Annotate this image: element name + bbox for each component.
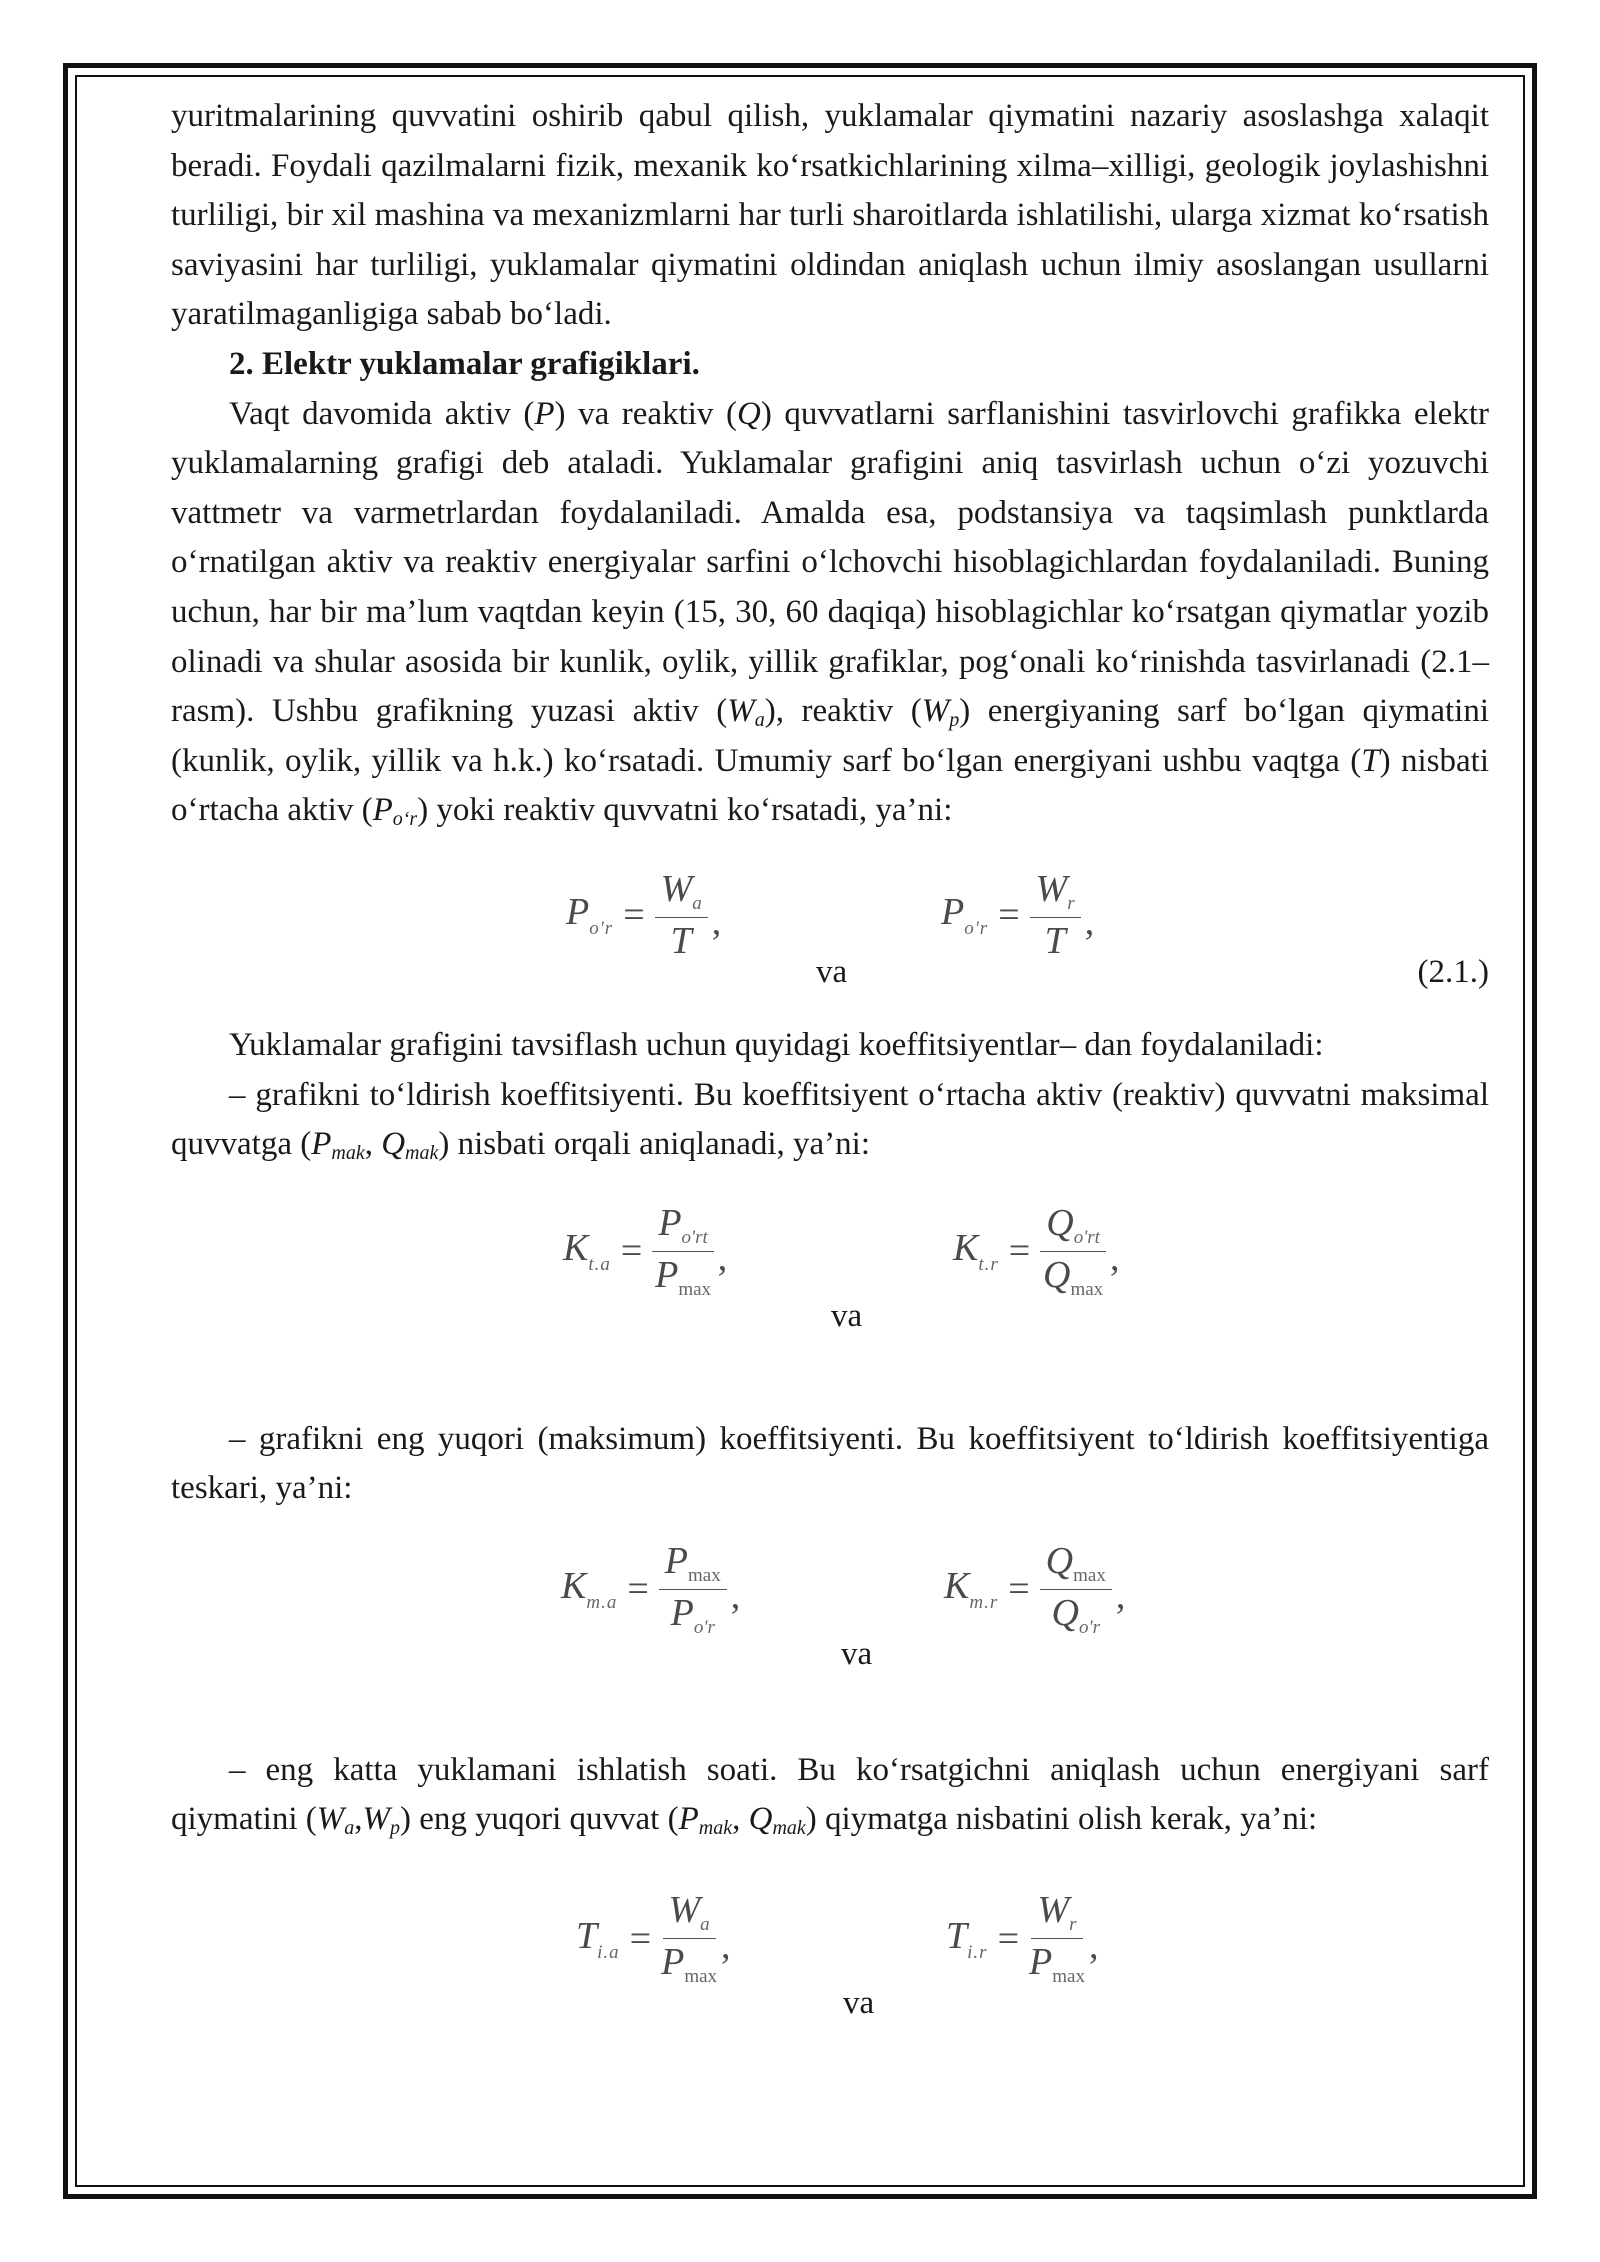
formula-max-factor — [171, 1514, 1489, 1746]
formula-usage-active: $T_{i.a}$ = $\frac{W_a}{P_{max}}$ , — [576, 1889, 731, 1988]
paragraph-max-factor: – grafikni eng yuqori (maksimum) koeffitsiyenti. Bu koeffitsiyent to‘ldirish koeffitsiyentiga teskari, ya’ni: — [171, 1420, 1489, 1507]
formula-usage-reactive: $T_{i.r}$ = $\frac{W_r}{P_{max}}$ , — [946, 1889, 1099, 1988]
equation-number: (2.1.) — [1417, 953, 1489, 990]
connector-va: va — [816, 953, 848, 990]
formula-fill-reactive: $K_{t.r}$ = $\frac{Q_{o'rt}}{Q_{max}}$ , — [953, 1201, 1120, 1300]
document-body — [171, 92, 1489, 2045]
paragraph-usage-hours: – eng katta yuklamani ishlatish soati. Bu ko‘rsatgichni aniqlash uchun energiyani sarf qiymatini $(W_a,W_p)$ eng yuqori quvvat ($P_{mak}$, $Q_{mak}$) qiymatga nisbatini olish kerak, ya’ni: — [171, 1751, 1489, 1840]
formula-fill-active: $K_{t.a}$ = $\frac{P_{o'rt}}{P_{max}}$ , — [563, 1201, 728, 1300]
formula-max-active: $K_{m.a}$ = $\frac{P_{max}}{P_{o'r}}$ , — [561, 1539, 741, 1638]
formula-max-reactive: $K_{m.r}$ = $\frac{Q_{max}}{Q_{o'r}}$ , — [944, 1539, 1126, 1638]
connector-va: va — [831, 1297, 863, 1334]
paragraph-fill-factor: – grafikni to‘ldirish koeffitsiyenti. Bu koeffitsiyent o‘rtacha aktiv (reaktiv) quvvatni maksimal quvvatga ($P_{mak}$, $Q_{mak}$) nisbati orqali aniqlanadi, ya’ni: — [171, 1076, 1489, 1165]
formula-2-1 — [171, 836, 1489, 1021]
paragraph-definition: Vaqt davomida aktiv (P) va reaktiv (Q) quvvatlarni sarflanishini tasvirlovchi grafikka elektr yuklamalarning grafigi deb ataladi. Yuklamalar grafigini aniq tasvirlash uchun o‘zi yozuvchi vattmetr va varmetrlardan foydalaniladi. Amalda esa, podstansiya va taqsimlash punktlarda o‘rnatilgan aktiv va reaktiv energiyalar sarfini o‘lchovchi hisoblagichlardan foydalaniladi. Buning uchun, har bir ma’lum vaqtdan keyin (15, 30, 60 daqiqa) hisoblagichlar ko‘rsatgan qiymatlar yozib olinadi va shular asosida bir kunlik, oylik, yillik grafiklar, pog‘onali ko‘rinishda tasvirlanadi (2.1–rasm). Ushbu grafikning yuzasi aktiv $(W_a)$, reaktiv $(W_p)$ energiyaning sarf bo‘lgan qiymatini (kunlik, oylik, yillik va h.k.) ko‘rsatadi. Umumiy sarf bo‘lgan energiyani ushbu vaqtga (T) nisbati o‘rtacha aktiv $(P_{o‘r})$ yoki reaktiv quvvatni ko‘rsatadi, ya’ni: — [171, 395, 1490, 831]
connector-va: va — [841, 1635, 873, 1672]
formula-fill-factor — [171, 1170, 1489, 1415]
section-heading: 2. Elektr yuklamalar grafigiklari. — [229, 345, 700, 382]
paragraph-intro: yuritmalarining quvvatini oshirib qabul qilish, yuklamalar qiymatini nazariy asoslashga xalaqit beradi. Foydali qazilmalarni fizik, mexanik ko‘rsatkichlarining xilma–xilligi, geologik joylashishni turliligi, bir xil mashina va mexanizmlarni har turli sharoitlarda ishlatilishi, ularga xizmat ko‘rsatish saviyasini har turliligi, yuklamalar qiymatini oldindan aniqlash uchun ilmiy asoslangan usullarni yaratilmaganligiga sabab bo‘ladi. — [171, 98, 1489, 333]
formula-avg-active: $P_{o'r}$ = $\frac{W_a}{T}$ , — [566, 867, 722, 962]
formula-avg-reactive: $P_{o'r}$ = $\frac{W_r}{T}$ , — [941, 867, 1095, 962]
paragraph-coefficients: Yuklamalar grafigini tavsiflash uchun quyidagi koeffitsiyentlar– dan foydalaniladi: — [229, 1026, 1324, 1063]
connector-va: va — [843, 1985, 875, 2022]
formula-usage-hours — [171, 1845, 1489, 2045]
